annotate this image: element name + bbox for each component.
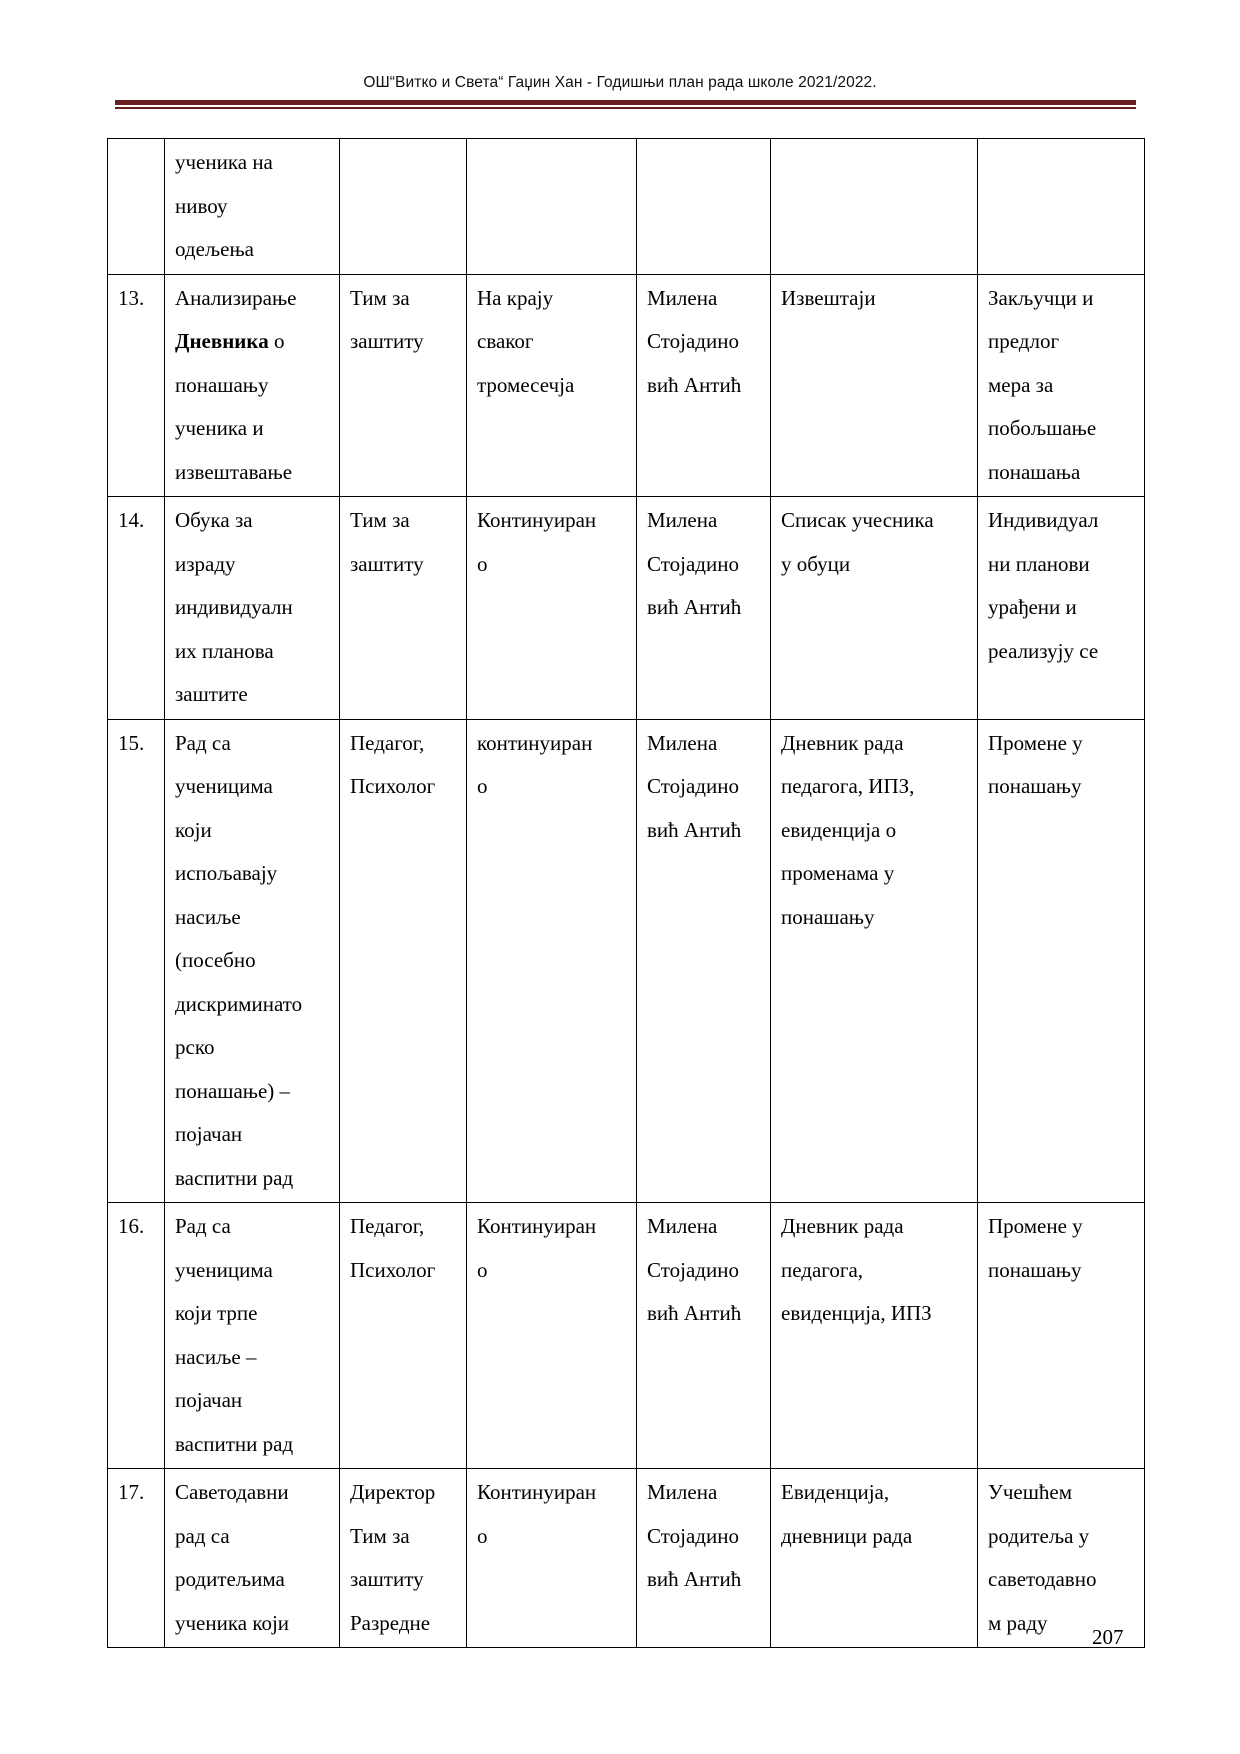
cell-line: заштите <box>175 682 248 706</box>
cell-line: Тим за <box>350 508 410 532</box>
cell-time <box>467 497 637 720</box>
cell-line: предлог <box>988 329 1060 353</box>
cell-responsible <box>637 274 771 497</box>
cell-line: вић Антић <box>647 1567 742 1591</box>
cell-bearer <box>340 719 467 1203</box>
cell-number <box>108 497 165 720</box>
cell-line: Стојадино <box>647 1257 739 1282</box>
header-rule-thick <box>115 100 1136 105</box>
cell-line: рад са <box>175 1523 230 1548</box>
cell-line: васпитни рад <box>175 1165 294 1190</box>
cell-line: Индивидуал <box>988 508 1099 532</box>
cell-line: Разредне <box>350 1610 431 1635</box>
cell-line: понашању <box>175 372 269 397</box>
cell-line: Континуиран <box>477 1214 597 1238</box>
cell-line: Списак учесника <box>781 508 934 532</box>
cell-line: Тим за <box>350 285 410 310</box>
cell-line: Стојадино <box>647 329 739 353</box>
cell-line: испољавају <box>175 861 278 885</box>
cell-line: који трпе <box>175 1301 258 1325</box>
cell-line: Милена <box>647 1214 718 1238</box>
cell-line: педагога, ИПЗ, <box>781 774 915 798</box>
cell-outcome <box>978 1469 1145 1648</box>
cell-time <box>467 1203 637 1469</box>
cell-line: одељења <box>175 237 254 261</box>
cell-line: Промене у <box>988 1214 1083 1238</box>
cell-line: вић Антић <box>647 817 742 842</box>
cell-time <box>467 1469 637 1648</box>
cell-line: Обука за <box>175 508 253 532</box>
cell-line: Психолог <box>350 1257 436 1282</box>
page-number: 207 <box>1092 1625 1124 1649</box>
cell-line: понашању <box>781 904 875 929</box>
cell-bearer <box>340 274 467 497</box>
table-row <box>108 1203 1145 1469</box>
row-number: 13. <box>118 285 145 310</box>
cell-line: Дневника о <box>175 329 285 353</box>
cell-line: евиденција о <box>781 817 897 842</box>
cell-line: ученика на <box>175 150 273 174</box>
cell-line: ученика и <box>175 416 264 440</box>
cell-line: Педагог, <box>350 730 425 755</box>
cell-activity <box>165 1203 340 1469</box>
cell-line: родитеља у <box>988 1523 1090 1548</box>
cell-evidence <box>771 497 978 720</box>
cell-line: Закључци и <box>988 285 1094 310</box>
cell-line: Учешћем <box>988 1480 1073 1504</box>
cell-line: Евиденција, <box>781 1480 890 1504</box>
cell-responsible <box>637 719 771 1203</box>
row-number: 16. <box>118 1214 145 1238</box>
plan-table-body <box>108 139 1145 1648</box>
cell-line: Рад са <box>175 1214 231 1238</box>
cell-line: о <box>477 1523 488 1548</box>
cell-number <box>108 139 165 275</box>
cell-line: Милена <box>647 730 718 755</box>
cell-line: На крају <box>477 285 554 310</box>
cell-activity <box>165 719 340 1203</box>
cell-line: вић Антић <box>647 595 742 619</box>
cell-line: ни планови <box>988 551 1090 576</box>
cell-line: тромесечја <box>477 372 575 397</box>
cell-line: понашање) – <box>175 1078 291 1103</box>
cell-evidence <box>771 274 978 497</box>
cell-line: насиље <box>175 904 241 929</box>
cell-evidence <box>771 719 978 1203</box>
cell-line: понашања <box>988 459 1081 484</box>
cell-line: Педагог, <box>350 1214 425 1238</box>
cell-activity <box>165 497 340 720</box>
cell-line: реализују се <box>988 638 1099 663</box>
cell-line: урађени и <box>988 595 1077 619</box>
cell-line: ученика који <box>175 1610 290 1635</box>
cell-line: Дневник рада <box>781 730 904 755</box>
cell-line: извештавање <box>175 459 293 484</box>
table-row <box>108 274 1145 497</box>
cell-line: вић Антић <box>647 372 742 397</box>
cell-line: о <box>477 1257 488 1282</box>
cell-line: који <box>175 817 212 842</box>
cell-outcome <box>978 719 1145 1203</box>
cell-line: о <box>477 774 488 798</box>
cell-line: Стојадино <box>647 551 739 576</box>
cell-line: Милена <box>647 508 718 532</box>
cell-line: појачан <box>175 1122 243 1146</box>
cell-line: појачан <box>175 1388 243 1412</box>
cell-line: о <box>477 551 488 576</box>
cell-line: Стојадино <box>647 1523 739 1548</box>
cell-outcome <box>978 274 1145 497</box>
cell-line: Стојадино <box>647 774 739 798</box>
cell-activity <box>165 1469 340 1648</box>
cell-line: Директор <box>350 1480 436 1504</box>
cell-line: понашању <box>988 1257 1082 1282</box>
cell-line: променама у <box>781 861 895 885</box>
cell-line: ученицима <box>175 1257 273 1282</box>
cell-line: у обуци <box>781 551 851 576</box>
cell-time <box>467 719 637 1203</box>
row-number: 14. <box>118 508 145 532</box>
cell-bearer <box>340 139 467 275</box>
cell-line: побољшање <box>988 416 1097 440</box>
cell-line: их планова <box>175 638 274 663</box>
cell-outcome <box>978 139 1145 275</box>
cell-line: континуиран <box>477 730 593 755</box>
cell-line: васпитни рад <box>175 1431 294 1456</box>
cell-line: заштиту <box>350 551 424 576</box>
cell-line: сваког <box>477 329 534 353</box>
cell-line: (посебно <box>175 948 256 972</box>
cell-outcome <box>978 497 1145 720</box>
table-row <box>108 719 1145 1203</box>
cell-line: Тим за <box>350 1523 410 1548</box>
cell-line: вић Антић <box>647 1301 742 1325</box>
cell-line: Психолог <box>350 774 436 798</box>
cell-line: Континуиран <box>477 508 597 532</box>
cell-line: родитељима <box>175 1567 285 1591</box>
cell-number <box>108 719 165 1203</box>
cell-line: Промене у <box>988 730 1083 755</box>
cell-time <box>467 139 637 275</box>
cell-time <box>467 274 637 497</box>
cell-responsible <box>637 497 771 720</box>
plan-table <box>107 138 1145 1648</box>
cell-line: Анализирање <box>175 285 297 310</box>
cell-line: педагога, <box>781 1257 864 1282</box>
cell-line: мера за <box>988 372 1054 397</box>
page-header: ОШ“Витко и Света“ Гаџин Хан - Годишњи план рада школе 2021/2022. <box>363 74 877 91</box>
cell-number <box>108 1203 165 1469</box>
cell-line: Милена <box>647 285 718 310</box>
cell-line: ученицима <box>175 774 273 798</box>
cell-line: Милена <box>647 1480 718 1504</box>
cell-line: Извештаји <box>781 285 876 310</box>
header-rule-thin <box>115 107 1136 109</box>
table-row <box>108 1469 1145 1648</box>
cell-number <box>108 274 165 497</box>
cell-evidence <box>771 139 978 275</box>
table-row <box>108 139 1145 275</box>
cell-line: понашању <box>988 774 1082 798</box>
cell-bearer <box>340 1203 467 1469</box>
cell-line: Рад са <box>175 730 231 755</box>
cell-line: заштиту <box>350 329 424 353</box>
cell-line: израду <box>175 551 236 576</box>
cell-line: Дневник рада <box>781 1214 904 1238</box>
cell-line: дискриминато <box>175 991 303 1016</box>
cell-line: саветодавно <box>988 1567 1097 1591</box>
cell-line: дневници рада <box>781 1523 913 1548</box>
cell-line: рско <box>175 1035 215 1059</box>
cell-activity <box>165 274 340 497</box>
cell-line: евиденција, ИПЗ <box>781 1301 932 1325</box>
cell-line: индивидуалн <box>175 595 293 619</box>
cell-responsible <box>637 139 771 275</box>
table-row <box>108 497 1145 720</box>
cell-responsible <box>637 1469 771 1648</box>
cell-evidence <box>771 1203 978 1469</box>
cell-line: м раду <box>988 1610 1048 1635</box>
cell-evidence <box>771 1469 978 1648</box>
cell-bearer <box>340 497 467 720</box>
cell-activity <box>165 139 340 275</box>
cell-responsible <box>637 1203 771 1469</box>
cell-number <box>108 1469 165 1648</box>
cell-line: Континуиран <box>477 1480 597 1504</box>
cell-line: нивоу <box>175 193 228 218</box>
cell-line: насиље – <box>175 1344 257 1369</box>
cell-bearer <box>340 1469 467 1648</box>
cell-line: заштиту <box>350 1567 424 1591</box>
row-number: 15. <box>118 730 145 755</box>
row-number: 17. <box>118 1480 145 1504</box>
cell-line: Саветодавни <box>175 1480 289 1504</box>
cell-outcome <box>978 1203 1145 1469</box>
